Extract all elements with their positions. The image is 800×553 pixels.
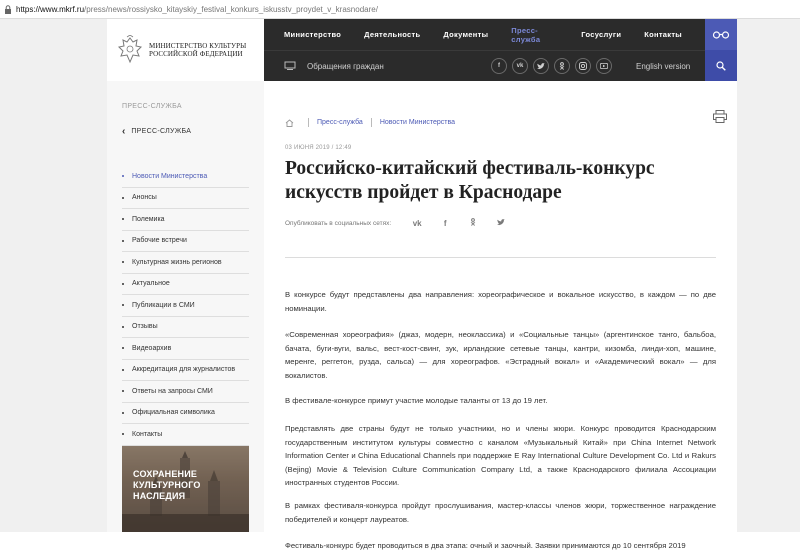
banner-line-2: КУЛЬТУРНОГО bbox=[133, 480, 201, 490]
logo-line-2: РОССИЙСКОЙ ФЕДЕРАЦИИ bbox=[149, 50, 243, 58]
english-version-link[interactable]: English version bbox=[636, 62, 691, 71]
chevron-left-icon: ‹ bbox=[122, 126, 126, 137]
article-content bbox=[264, 81, 737, 550]
banner-line-1: СОХРАНЕНИЕ bbox=[133, 469, 198, 479]
twitter-icon[interactable] bbox=[533, 58, 549, 74]
youtube-icon[interactable] bbox=[596, 58, 612, 74]
social-links bbox=[491, 58, 617, 74]
sidebar-item-announcements[interactable]: Анонсы bbox=[122, 188, 249, 210]
heritage-banner[interactable] bbox=[122, 446, 249, 532]
sidebar-item-symbols[interactable]: Официальная символика bbox=[122, 403, 249, 425]
page bbox=[0, 19, 800, 550]
twitter-share-icon[interactable] bbox=[487, 219, 515, 228]
vk-icon[interactable]: vk bbox=[512, 58, 528, 74]
sidebar-item-actual[interactable]: Актуальное bbox=[122, 274, 249, 296]
menu-item-ministry[interactable]: Министерство bbox=[284, 30, 342, 39]
odnoklassniki-share-icon[interactable] bbox=[459, 218, 487, 228]
sidebar-item-media-answers[interactable]: Ответы на запросы СМИ bbox=[122, 381, 249, 403]
sidebar-item-contacts[interactable]: Контакты bbox=[122, 424, 249, 446]
url-host: https://www.mkrf.ru bbox=[16, 4, 85, 14]
logo-line-1: МИНИСТЕРСТВО КУЛЬТУРЫ bbox=[149, 42, 247, 50]
article-paragraph: В рамках фестиваля-конкурса пройдут прослушивания, мастер-классы членов жюри, торжественное награждение победителей и концерт лауреатов. bbox=[285, 501, 716, 524]
print-icon[interactable] bbox=[713, 110, 727, 123]
facebook-share-icon[interactable]: f bbox=[443, 218, 447, 228]
sidebar-item-video-archive[interactable]: Видеоархив bbox=[122, 338, 249, 360]
share-bar bbox=[285, 218, 515, 228]
glasses-icon bbox=[712, 31, 730, 39]
search-icon bbox=[716, 61, 726, 71]
sidebar-menu bbox=[122, 166, 249, 446]
facebook-icon[interactable]: f bbox=[491, 58, 507, 74]
menu-item-activity[interactable]: Деятельность bbox=[364, 30, 421, 39]
accessibility-button[interactable] bbox=[705, 19, 737, 50]
article-paragraph: «Современная хореография» (джаз, модерн, неоклассика) и «Социальные танцы» (аргентинское танго, бальбоа, бачата, буги-вуги, вальс, вест-кост-свинг, зук, ирландские сетевые танцы, кантри, кизомба, линди-хоп, машине, меренге, реггетон, рузда, сальса) — для хореографов. «Эстрадный вокал» и «Академический вокал» — для вокалистов. bbox=[285, 330, 716, 380]
menu-item-documents[interactable]: Документы bbox=[443, 30, 489, 39]
breadcrumb-separator bbox=[371, 118, 372, 127]
article-date: 03 ИЮНЯ 2019 / 12:49 bbox=[285, 145, 352, 151]
search-button[interactable] bbox=[705, 50, 737, 81]
right-gutter bbox=[737, 19, 800, 532]
divider bbox=[285, 257, 716, 258]
top-nav bbox=[264, 19, 705, 81]
sidebar-back-label: ПРЕСС-СЛУЖБА bbox=[131, 128, 192, 135]
instagram-icon[interactable] bbox=[575, 58, 591, 74]
article-title: Российско-китайский фестиваль-конкурс искусств пройдет в Краснодаре bbox=[285, 158, 655, 203]
home-icon[interactable] bbox=[285, 119, 294, 127]
main-menu bbox=[264, 19, 705, 50]
monitor-icon bbox=[284, 61, 296, 71]
sidebar-item-media-publications[interactable]: Публикации в СМИ bbox=[122, 295, 249, 317]
banner-line-3: НАСЛЕДИЯ bbox=[133, 491, 186, 501]
address-bar[interactable] bbox=[0, 0, 800, 19]
sidebar-item-polemics[interactable]: Полемика bbox=[122, 209, 249, 231]
article-paragraph: Фестиваль-конкурс будет проводиться в два этапа: очный и заочный. Заявки принимаются до 10 сентября 2019 bbox=[285, 541, 686, 550]
sidebar-section-title: ПРЕСС-СЛУЖБА bbox=[122, 103, 182, 110]
breadcrumb-press[interactable]: Пресс-служба bbox=[317, 119, 363, 126]
sidebar-item-reviews[interactable]: Отзывы bbox=[122, 317, 249, 339]
menu-item-press[interactable]: Пресс-служба bbox=[511, 25, 541, 44]
breadcrumb-news[interactable]: Новости Министерства bbox=[379, 119, 456, 126]
citizens-appeals-link[interactable]: Обращения граждан bbox=[307, 62, 384, 71]
menu-item-services[interactable]: Госуслуги bbox=[581, 30, 622, 39]
menu-item-contacts[interactable]: Контакты bbox=[644, 30, 682, 39]
sidebar-item-accreditation[interactable]: Аккредитация для журналистов bbox=[122, 360, 249, 382]
banner-text bbox=[133, 469, 201, 502]
sub-nav bbox=[264, 50, 705, 81]
coat-of-arms-icon bbox=[117, 35, 143, 65]
article-paragraph: В фестивале-конкурсе примут участие молодые таланты от 13 до 19 лет. bbox=[285, 396, 548, 405]
site-logo[interactable] bbox=[107, 19, 264, 81]
sidebar-item-work-meetings[interactable]: Рабочие встречи bbox=[122, 231, 249, 253]
breadcrumb-separator bbox=[308, 118, 309, 127]
article-paragraph: Представлять две страны будут не только участники, но и члены жюри. Конкурс проводится Краснодарским государственным институтом культуры совместно с каналом «Музыкальный Китай» при China Internet Network Information Center и China Educational Channels при поддержке E Ray International Culture Development Co. Ltd и Rakurs (Bejing) Movie & Television Culture Communication Company Ltd, а также Краснодарского филиала Ассоциации иностранных студентов России. bbox=[285, 424, 716, 487]
sidebar-item-ministry-news[interactable]: Новости Министерства bbox=[122, 166, 249, 188]
sidebar-back-link[interactable] bbox=[122, 126, 191, 137]
vk-share-icon[interactable]: vk bbox=[412, 218, 422, 228]
url-path: /press/news/rossiysko_kitayskiy_festival_konkurs_iskusstv_proydet_v_krasnodare/ bbox=[84, 4, 378, 14]
article-paragraph: В конкурсе будут представлены два направления: хореографическое и вокальное искусство, в каждом — по две номинации. bbox=[285, 290, 716, 313]
left-gutter bbox=[0, 19, 107, 532]
breadcrumb bbox=[285, 118, 455, 127]
sidebar-item-regional-culture[interactable]: Культурная жизнь регионов bbox=[122, 252, 249, 274]
lock-icon bbox=[4, 5, 12, 14]
logo-text bbox=[149, 42, 246, 58]
share-label: Опубликовать в социальных сетях: bbox=[285, 219, 392, 227]
odnoklassniki-icon[interactable] bbox=[554, 58, 570, 74]
